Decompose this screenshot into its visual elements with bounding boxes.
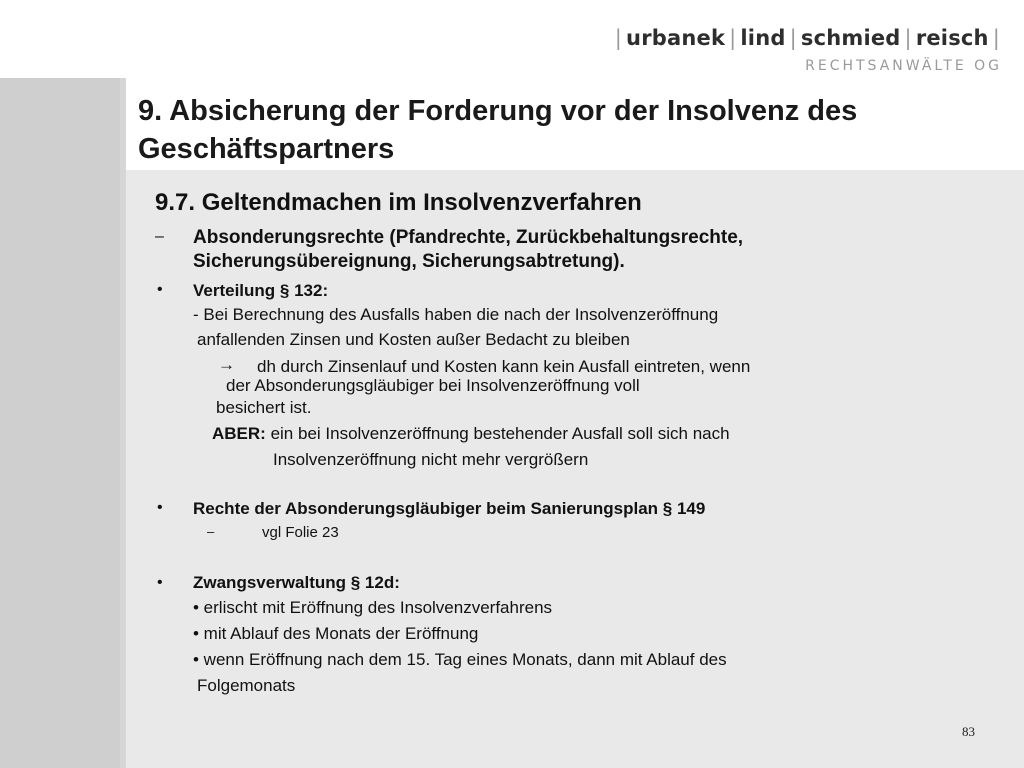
left-sidebar-bar-inner bbox=[0, 78, 120, 768]
bullet-marker: • bbox=[157, 574, 163, 591]
slide-title-line-1: 9. Absicherung der Forderung vor der Insolvenz des bbox=[138, 95, 858, 127]
aber-label: ABER: bbox=[212, 424, 266, 443]
arrow-line-3: besichert ist. bbox=[216, 398, 312, 417]
absonderung-line-2: Sicherungsübereignung, Sicherungsabtretung). bbox=[193, 251, 625, 272]
logo-separator: | bbox=[789, 26, 797, 50]
firm-logo bbox=[611, 26, 1004, 74]
dash-marker: – bbox=[155, 228, 164, 245]
verteilung-title: Verteilung § 132: bbox=[193, 281, 329, 300]
arrow-line-1: dh durch Zinsenlauf und Kosten kann kein Ausfall eintreten, wenn bbox=[257, 357, 751, 376]
zwang-item-3: • wenn Eröffnung nach dem 15. Tag eines Monats, dann mit Ablauf des bbox=[193, 650, 727, 669]
logo-separator: | bbox=[614, 26, 623, 50]
arrow-icon: → bbox=[218, 355, 235, 374]
logo-separator: | bbox=[992, 26, 1000, 50]
zwang-item-2: • mit Ablauf des Monats der Eröffnung bbox=[193, 624, 479, 643]
logo-name-urbanek: urbanek bbox=[626, 26, 726, 50]
page-number: 83 bbox=[962, 724, 975, 739]
logo-name-schmied: schmied bbox=[800, 26, 901, 50]
aber-line-1 bbox=[212, 424, 730, 444]
absonderung-line-1: Absonderungsrechte (Pfandrechte, Zurückbehaltungsrechte, bbox=[193, 227, 744, 248]
dash-marker: – bbox=[207, 524, 215, 539]
zwang-item-1: • erlischt mit Eröffnung des Insolvenzverfahrens bbox=[193, 598, 553, 617]
sanierung-title: Rechte der Absonderungsgläubiger beim Sanierungsplan § 149 bbox=[193, 499, 706, 518]
bullet-marker: • bbox=[157, 281, 163, 298]
firm-logo-subtitle: RECHTSANWÄLTE OG bbox=[805, 58, 1002, 74]
zwang-item-4: Folgemonats bbox=[197, 676, 296, 695]
slide-title-line-2: Geschäftspartners bbox=[138, 133, 395, 165]
verteilung-line-2: anfallenden Zinsen und Kosten außer Bedacht zu bleiben bbox=[197, 330, 630, 349]
arrow-line-2: der Absonderungsgläubiger bei Insolvenzeröffnung voll bbox=[226, 376, 640, 395]
aber-line-2: Insolvenzeröffnung nicht mehr vergrößern bbox=[273, 450, 589, 469]
left-sidebar-bar bbox=[0, 78, 126, 768]
sanierung-sub: vgl Folie 23 bbox=[262, 524, 339, 541]
logo-separator: | bbox=[729, 26, 737, 50]
logo-name-reisch: reisch bbox=[915, 26, 989, 50]
zwang-title: Zwangsverwaltung § 12d: bbox=[193, 573, 400, 592]
aber-text: ein bei Insolvenzeröffnung bestehender Ausfall soll sich nach bbox=[270, 424, 730, 443]
bullet-marker: • bbox=[157, 499, 163, 516]
firm-logo-names bbox=[611, 26, 1004, 50]
logo-separator: | bbox=[904, 26, 912, 50]
logo-name-lind: lind bbox=[740, 26, 786, 50]
slide-title bbox=[138, 92, 1008, 168]
verteilung-line-1: - Bei Berechnung des Ausfalls haben die nach der Insolvenzeröffnung bbox=[193, 305, 719, 324]
section-heading: 9.7. Geltendmachen im Insolvenzverfahren bbox=[155, 189, 642, 216]
